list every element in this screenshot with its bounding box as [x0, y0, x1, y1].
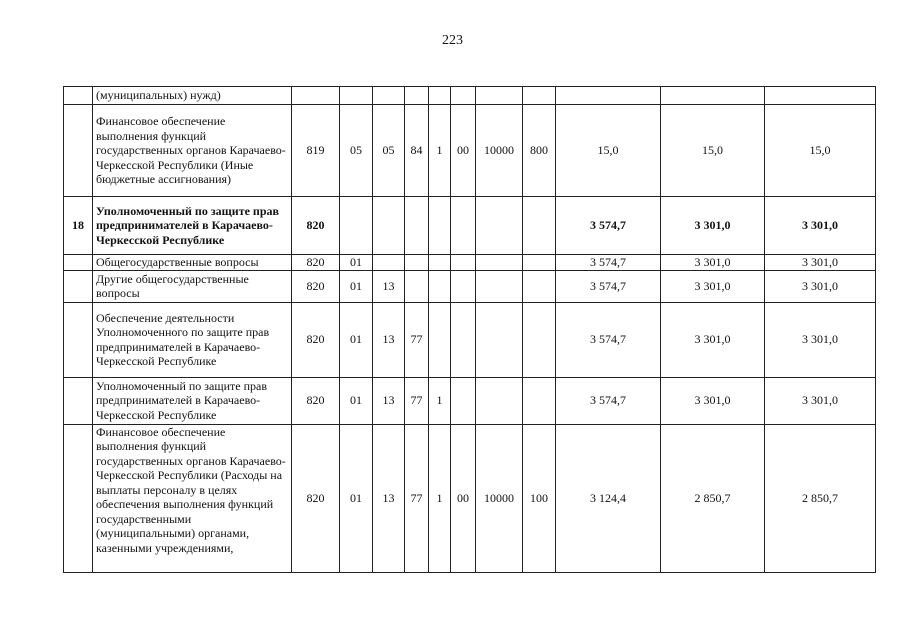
- program-code: [405, 255, 429, 271]
- expense-type-code: [523, 377, 556, 424]
- subsection-code: 13: [373, 377, 405, 424]
- row-name: Уполномоченный по защите прав предпринимателей в Карачаево-Черкесской Республике: [93, 377, 292, 424]
- grbs-code: 820: [292, 424, 340, 572]
- subsection-code: [373, 255, 405, 271]
- row-number: [64, 424, 93, 572]
- direction-code: [476, 197, 523, 255]
- table-row: [64, 377, 876, 424]
- measure-code: [451, 377, 476, 424]
- amount-year-3: 2 850,7: [765, 424, 876, 572]
- program-code: 77: [405, 424, 429, 572]
- amount-year-2: 2 850,7: [661, 424, 765, 572]
- direction-code: [476, 87, 523, 105]
- subprogram-code: 1: [429, 105, 451, 197]
- expense-type-code: [523, 302, 556, 377]
- grbs-code: 820: [292, 377, 340, 424]
- grbs-code: 819: [292, 105, 340, 197]
- amount-year-1: 3 574,7: [556, 197, 661, 255]
- grbs-code: 820: [292, 302, 340, 377]
- grbs-code: 820: [292, 270, 340, 302]
- direction-code: [476, 270, 523, 302]
- row-name: Уполномоченный по защите прав предпринимателей в Карачаево-Черкесской Республике: [93, 197, 292, 255]
- subsection-code: [373, 87, 405, 105]
- section-code: 01: [340, 270, 373, 302]
- subprogram-code: [429, 270, 451, 302]
- section-code: [340, 197, 373, 255]
- expense-type-code: [523, 270, 556, 302]
- program-code: [405, 87, 429, 105]
- program-code: [405, 270, 429, 302]
- subsection-code: 05: [373, 105, 405, 197]
- grbs-code: [292, 87, 340, 105]
- direction-code: 10000: [476, 424, 523, 572]
- measure-code: [451, 270, 476, 302]
- measure-code: [451, 302, 476, 377]
- measure-code: [451, 197, 476, 255]
- amount-year-2: 15,0: [661, 105, 765, 197]
- row-name: Общегосударственные вопросы: [93, 255, 292, 271]
- row-number: [64, 377, 93, 424]
- expense-type-code: [523, 197, 556, 255]
- amount-year-1: 3 574,7: [556, 377, 661, 424]
- table-row: [64, 197, 876, 255]
- measure-code: 00: [451, 424, 476, 572]
- table-row: [64, 255, 876, 271]
- row-number: [64, 105, 93, 197]
- amount-year-2: 3 301,0: [661, 270, 765, 302]
- section-code: [340, 87, 373, 105]
- subprogram-code: 1: [429, 424, 451, 572]
- expense-type-code: [523, 255, 556, 271]
- amount-year-2: 3 301,0: [661, 255, 765, 271]
- subsection-code: 13: [373, 424, 405, 572]
- amount-year-2: 3 301,0: [661, 377, 765, 424]
- row-name: Финансовое обеспечение выполнения функций государственных органов Карачаево-Черкесской Республики (Расходы на выплаты персоналу в целях обеспечения выполнения функций государственными (муниципальными) органами, казенными учреждениями,: [93, 424, 292, 572]
- row-number: [64, 270, 93, 302]
- direction-code: [476, 377, 523, 424]
- subprogram-code: [429, 255, 451, 271]
- table-row: [64, 105, 876, 197]
- amount-year-3: 15,0: [765, 105, 876, 197]
- measure-code: [451, 87, 476, 105]
- amount-year-3: 3 301,0: [765, 197, 876, 255]
- amount-year-3: 3 301,0: [765, 377, 876, 424]
- row-name: (муниципальных) нужд): [93, 87, 292, 105]
- amount-year-3: 3 301,0: [765, 255, 876, 271]
- program-code: 84: [405, 105, 429, 197]
- expense-type-code: 100: [523, 424, 556, 572]
- program-code: [405, 197, 429, 255]
- amount-year-1: 3 574,7: [556, 270, 661, 302]
- row-name: Другие общегосударственные вопросы: [93, 270, 292, 302]
- grbs-code: 820: [292, 255, 340, 271]
- amount-year-2: 3 301,0: [661, 197, 765, 255]
- program-code: 77: [405, 377, 429, 424]
- amount-year-1: 3 574,7: [556, 255, 661, 271]
- row-number: 18: [64, 197, 93, 255]
- amount-year-1: 15,0: [556, 105, 661, 197]
- table-row: [64, 424, 876, 572]
- measure-code: 00: [451, 105, 476, 197]
- row-name: Обеспечение деятельности Уполномоченного по защите прав предпринимателей в Карачаево-Черкесской Республике: [93, 302, 292, 377]
- amount-year-3: [765, 87, 876, 105]
- section-code: 01: [340, 255, 373, 271]
- amount-year-3: 3 301,0: [765, 302, 876, 377]
- subprogram-code: [429, 302, 451, 377]
- page-number: 223: [442, 33, 463, 48]
- amount-year-2: 3 301,0: [661, 302, 765, 377]
- amount-year-1: [556, 87, 661, 105]
- subsection-code: 13: [373, 270, 405, 302]
- table-row: [64, 270, 876, 302]
- budget-table: [63, 86, 876, 573]
- direction-code: 10000: [476, 105, 523, 197]
- expense-type-code: [523, 87, 556, 105]
- amount-year-1: 3 574,7: [556, 302, 661, 377]
- section-code: 01: [340, 302, 373, 377]
- subsection-code: 13: [373, 302, 405, 377]
- direction-code: [476, 255, 523, 271]
- expense-type-code: 800: [523, 105, 556, 197]
- measure-code: [451, 255, 476, 271]
- row-name: Финансовое обеспечение выполнения функций государственных органов Карачаево-Черкесской Республики (Иные бюджетные ассигнования): [93, 105, 292, 197]
- subprogram-code: 1: [429, 377, 451, 424]
- section-code: 01: [340, 424, 373, 572]
- row-number: [64, 87, 93, 105]
- table-row: [64, 302, 876, 377]
- amount-year-2: [661, 87, 765, 105]
- table-row: [64, 87, 876, 105]
- subprogram-code: [429, 197, 451, 255]
- direction-code: [476, 302, 523, 377]
- amount-year-3: 3 301,0: [765, 270, 876, 302]
- row-number: [64, 302, 93, 377]
- section-code: 01: [340, 377, 373, 424]
- section-code: 05: [340, 105, 373, 197]
- subprogram-code: [429, 87, 451, 105]
- grbs-code: 820: [292, 197, 340, 255]
- program-code: 77: [405, 302, 429, 377]
- amount-year-1: 3 124,4: [556, 424, 661, 572]
- row-number: [64, 255, 93, 271]
- subsection-code: [373, 197, 405, 255]
